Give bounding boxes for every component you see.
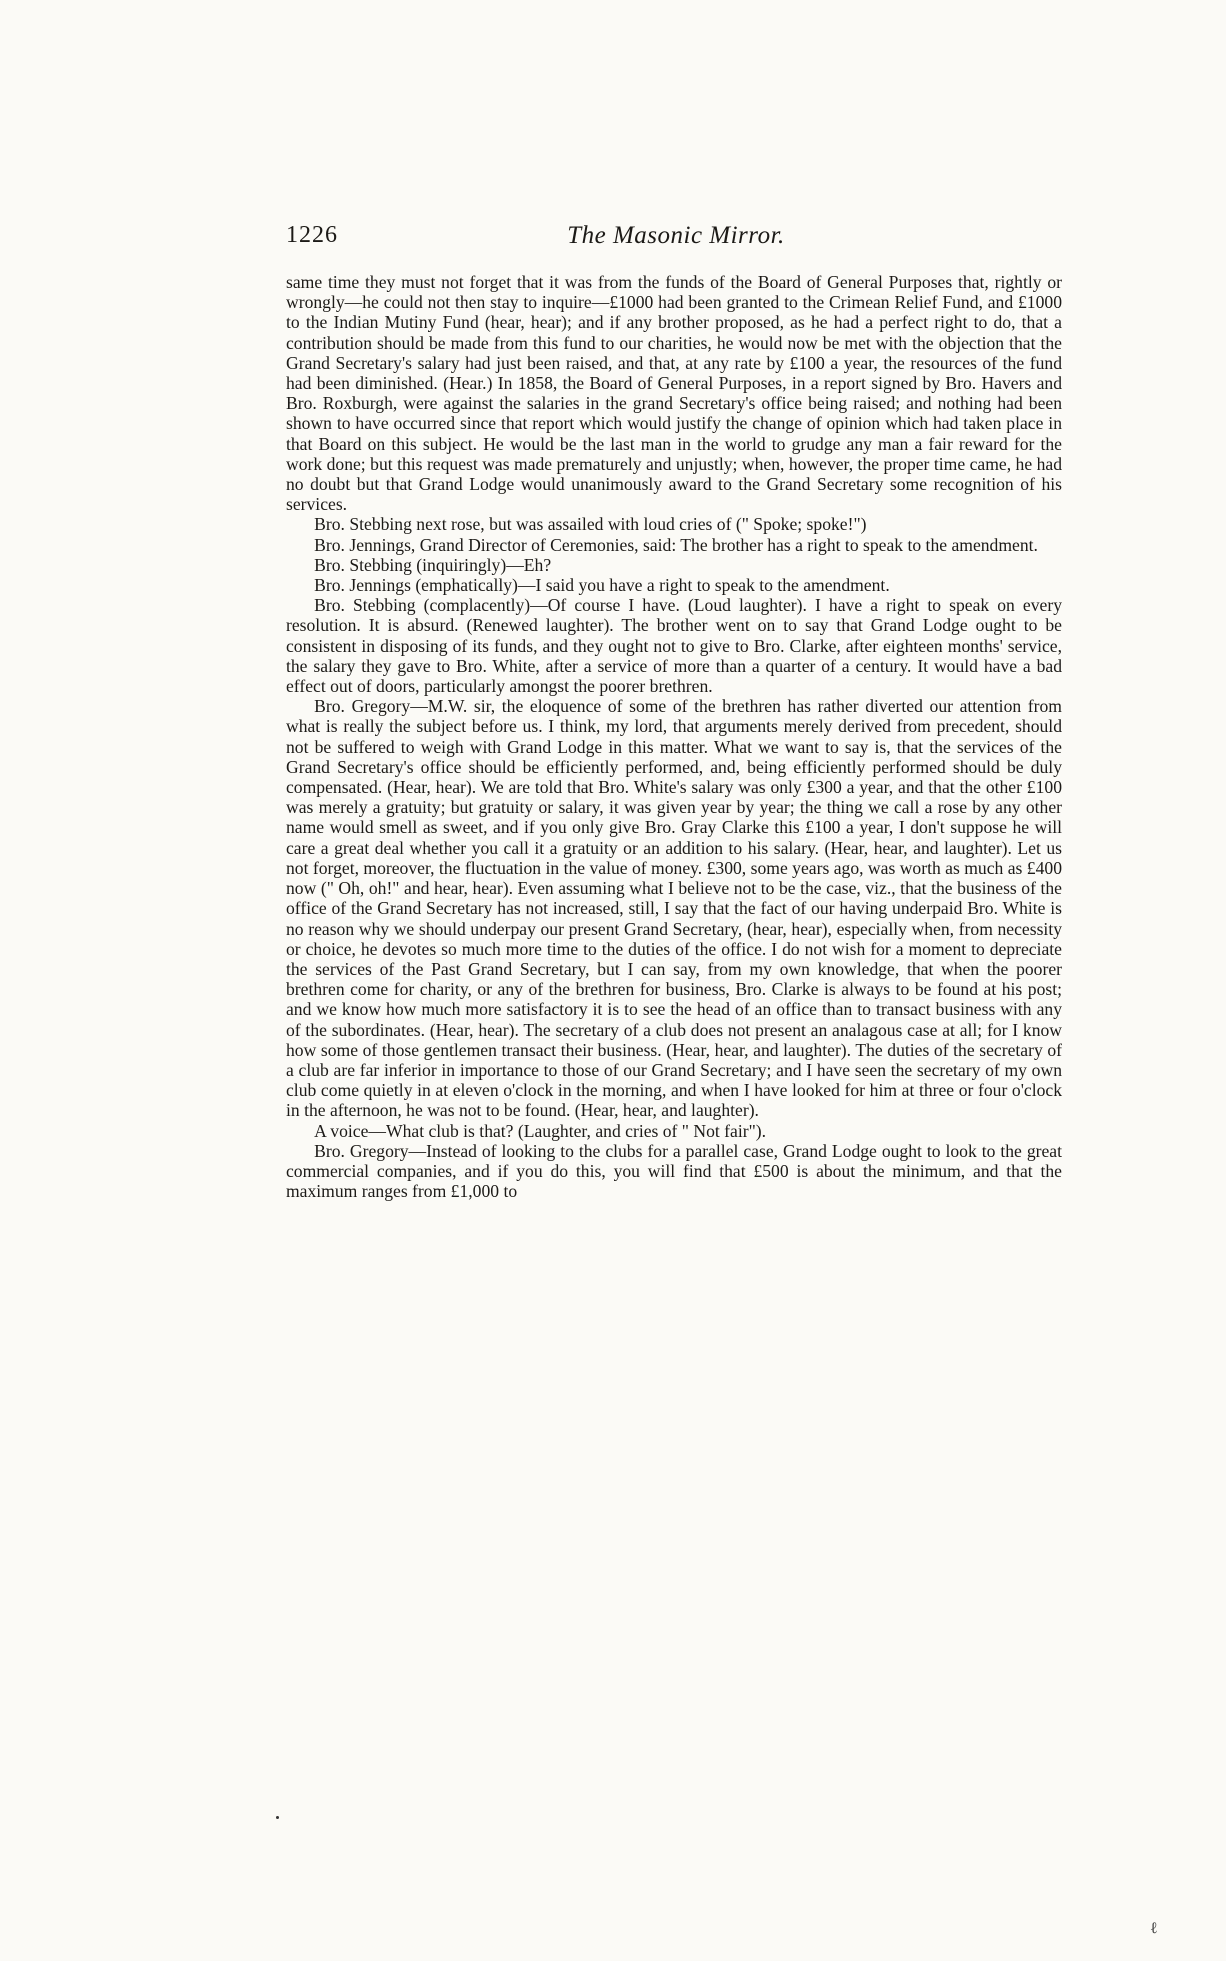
paragraph: Bro. Jennings (emphatically)—I said you have a right to speak to the amendment. — [314, 575, 890, 596]
paragraph: A voice—What club is that? (Laughter, and cries of " Not fair"). — [314, 1120, 767, 1141]
page-header — [286, 222, 1066, 262]
page-number: 1226 — [286, 222, 338, 248]
paragraph: Bro. Gregory—M.W. sir, the eloquence of some of the brethren has rather diverted our attention from what is really the subject before us. I think, my lord, that arguments merely derived from precedent, should not be suffered to weigh with Grand Lodge in this matter. What we want to say is, that the services of the Grand Secretary's office should be efficiently performed, and, being efficiently performed should be duly compensated. (Hear, hear). We are told that Bro. White's salary was only £300 a year, and that the other £100 was merely a gratuity; but gratuity or salary, it was given year by year; the thing we call a rose by any other name would smell as sweet, and if you only give Bro. Gray Clarke this £100 a year, I don't suppose he will care a great deal whether you call it a gratuity or an addition to his salary. (Hear, hear, and laughter). Let us not forget, moreover, the fluctuation in the value of money. £300, some years ago, was worth as much as £400 now (" Oh, oh!" and hear, hear). Even assuming what I believe not to be the case, viz., that the business of the office of the Grand Secretary has not increased, still, I say that the fact of our having underpaid Bro. White is no reason why we should underpay our present Grand Secretary, (hear, hear), especially when, from necessity or choice, he devotes so much more time to the duties of the office. I do not wish for a moment to depreciate the services of the Past Grand Secretary, but I can say, from my own knowledge, that when the poorer brethren come for charity, or any of the brethren for business, Bro. Clarke is always to be found at his post; and we know how much more satisfactory it is to see the head of an office than to transact business with any of the subordinates. (Hear, hear). The secretary of a club does not present an analagous case at all; for I know how some of those gentlemen transact their business. (Hear, hear, and laughter). The duties of the secretary of a club are far inferior in importance to those of our Grand Secretary; and I have seen the secretary of my own club come quietly in at eleven o'clock in the morning, and when I have looked for him at three or four o'clock in the afternoon, he was not to be found. (Hear, hear, and laughter). — [286, 696, 1062, 1121]
paragraph: Bro. Gregory—Instead of looking to the clubs for a parallel case, Grand Lodge ought to look to the great commercial companies, and if you do this, you will find that £500 is about the minimum, and that the maximum ranges from £1,000 to — [286, 1140, 1062, 1202]
paragraph: same time they must not forget that it was from the funds of the Board of General Purposes that, rightly or wrongly—he could not then stay to inquire—£1000 had been granted to the Crimean Relief Fund, and £1000 to the Indian Mutiny Fund (hear, hear); and if any brother proposed, as he had a perfect right to do, that a contribution should be made from this fund to our charities, he would now be met with the objection that the Grand Secretary's salary had just been raised, and that, at any rate by £100 a year, the resources of the fund had been diminished. (Hear.) In 1858, the Board of General Purposes, in a report signed by Bro. Havers and Bro. Roxburgh, were against the salaries in the grand Secretary's office being raised; and nothing had been shown to have occurred since that report which would justify the change of opinion which had taken place in that Board on this subject. He would be the last man in the world to grudge any man a fair reward for the work done; but this request was made prematurely and unjustly; when, however, the proper time came, he had no doubt but that Grand Lodge would unanimously award to the Grand Secretary some recognition of his services. — [286, 272, 1062, 515]
paragraph: Bro. Stebbing next rose, but was assailed with loud cries of (" Spoke; spoke!") — [314, 514, 867, 535]
ink-speck — [276, 1816, 279, 1819]
paragraph: Bro. Jennings, Grand Director of Ceremonies, said: The brother has a right to speak to the amendment. — [314, 534, 1038, 555]
paragraph: Bro. Stebbing (inquiringly)—Eh? — [314, 554, 552, 575]
paragraph: Bro. Stebbing (complacently)—Of course I have. (Loud laughter). I have a right to speak on every resolution. It is absurd. (Renewed laughter). The brother went on to say that Grand Lodge ought to be consistent in disposing of its funds, and they ought not to give to Bro. Clarke, after eighteen months' service, the salary they gave to Bro. White, after a service of more than a quarter of a century. It would have a bad effect out of doors, particularly amongst the poorer brethren. — [286, 595, 1062, 697]
running-title: The Masonic Mirror. — [567, 222, 785, 249]
margin-mark: ℓ — [1150, 1920, 1158, 1937]
article-body — [286, 272, 1062, 1201]
